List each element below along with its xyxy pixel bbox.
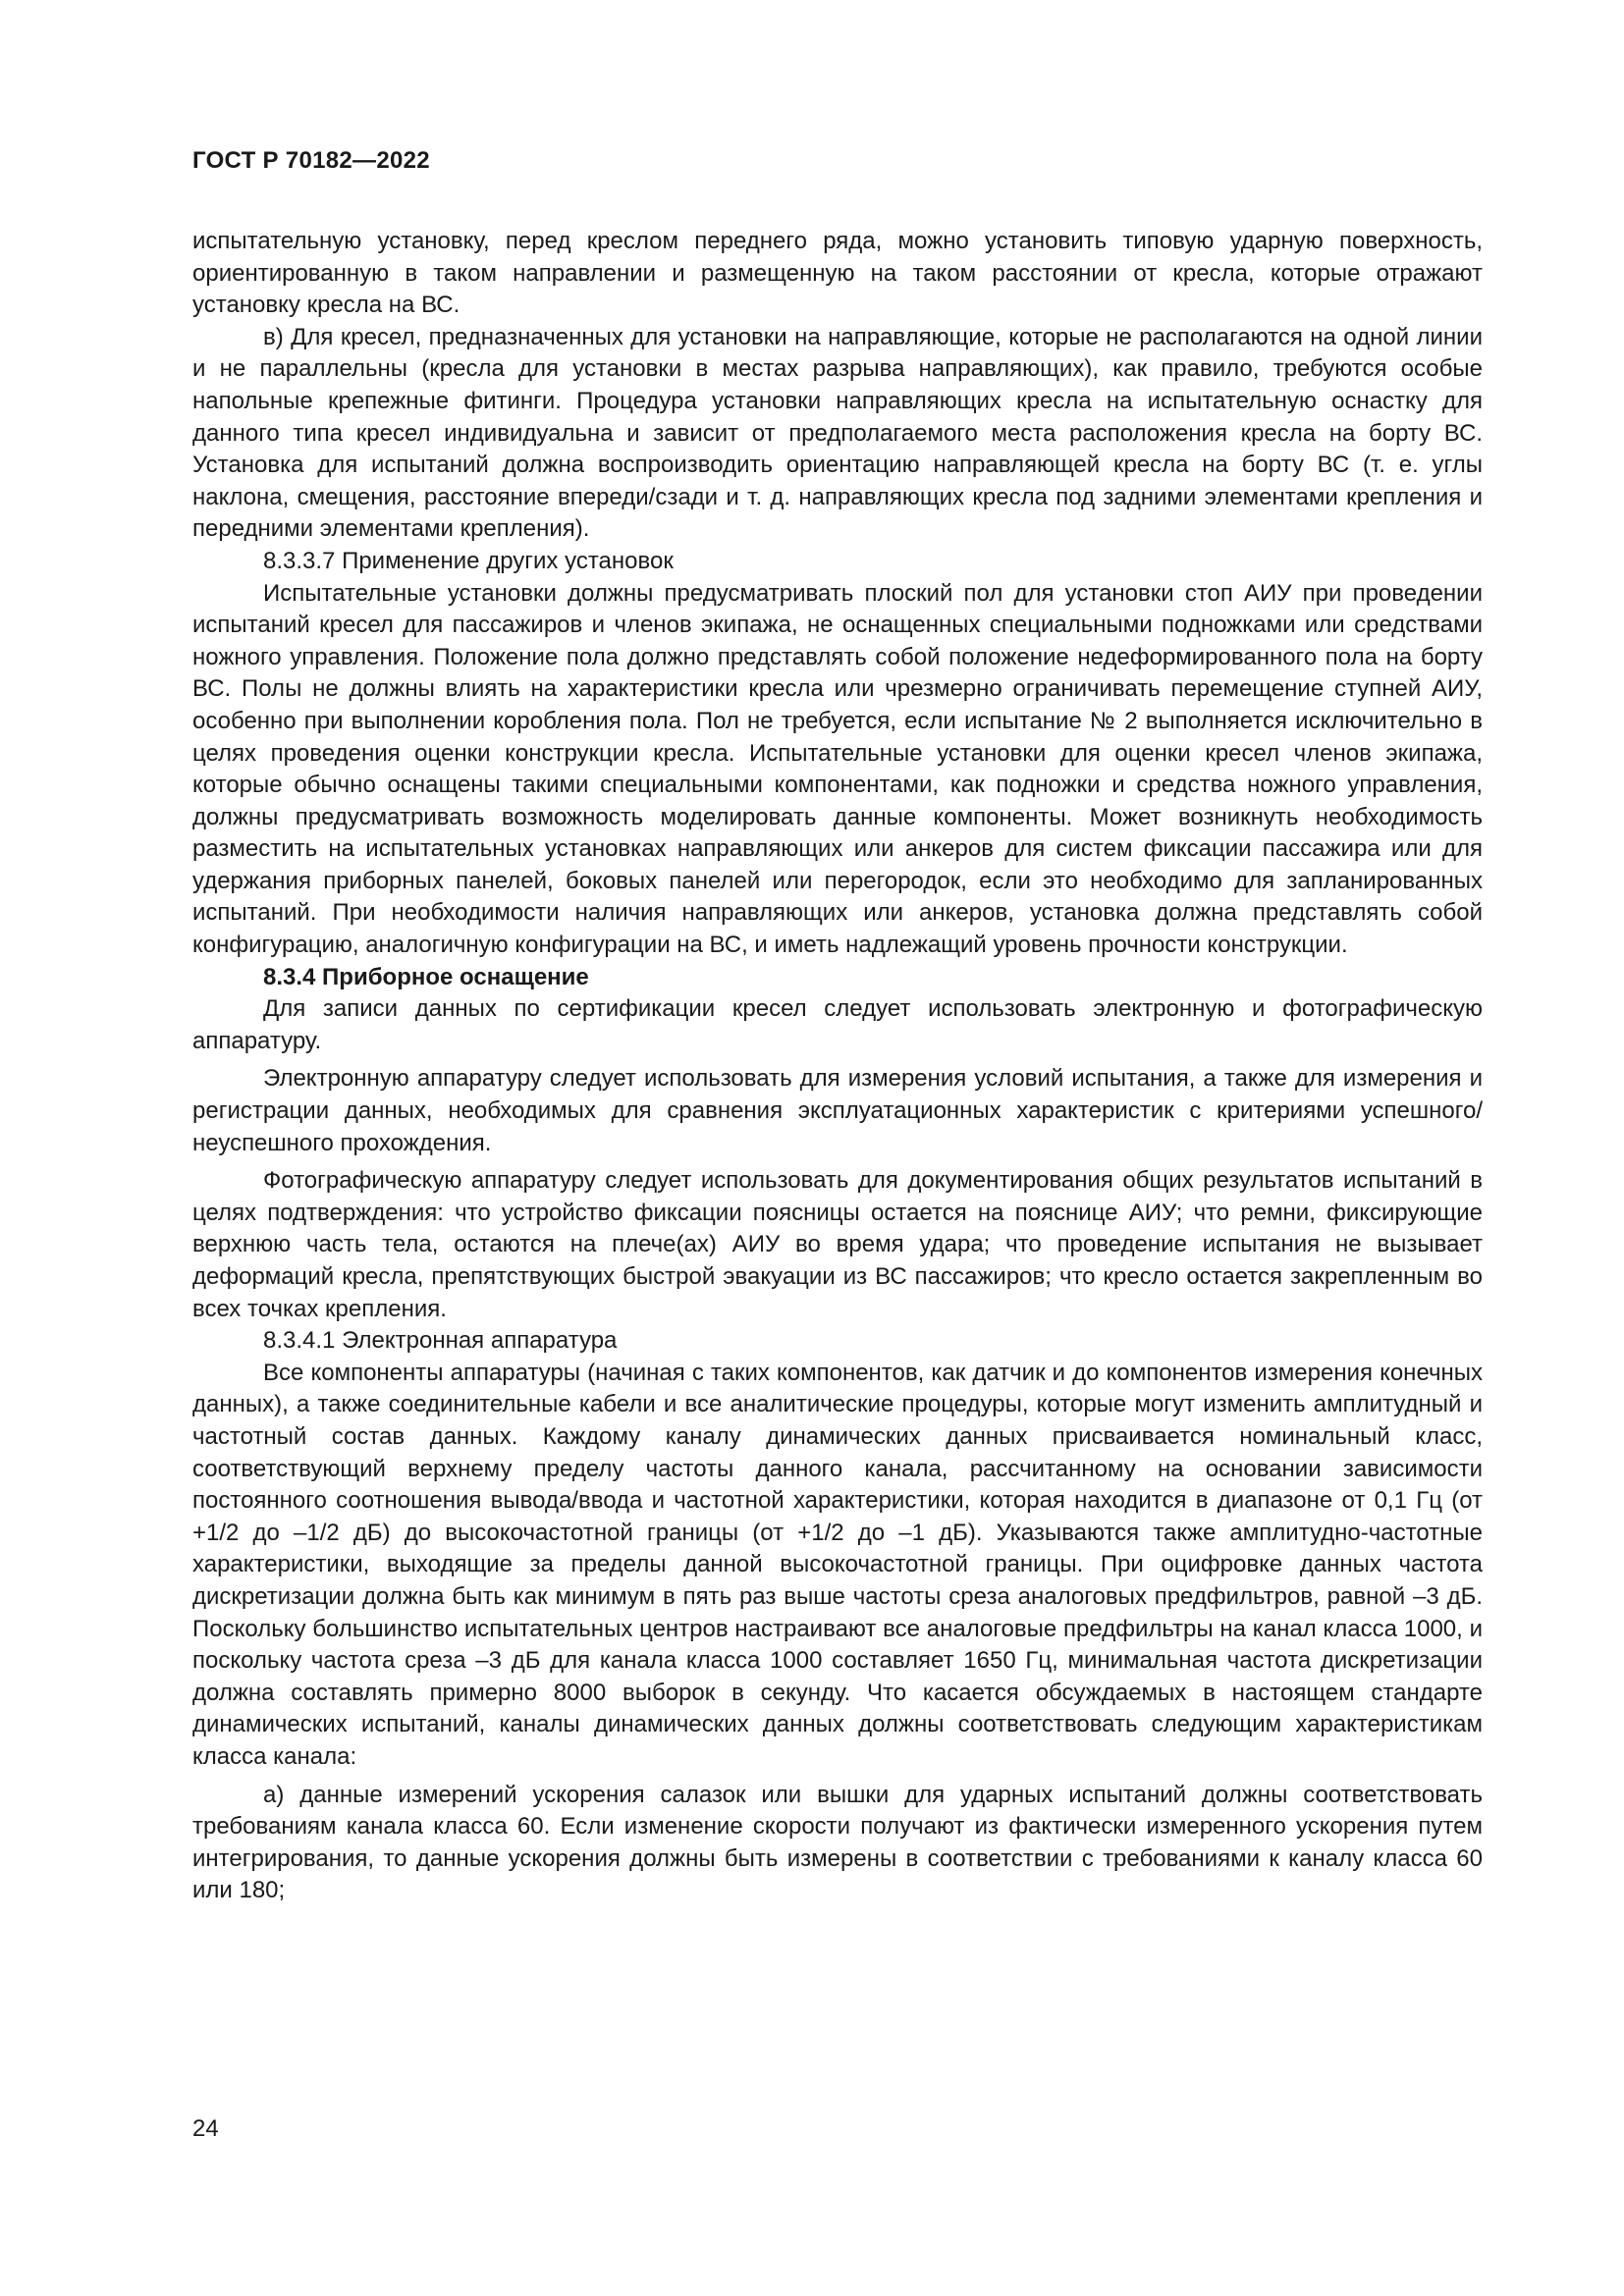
section-heading-8-3-3-7: 8.3.3.7 Применение других установок <box>263 547 674 574</box>
paragraph-electronic-usage: Электронную аппаратуру следует использовать для измерения условий испытания, а также для измерения и регистрации данных, необходимых для сравнения эксплуатационных характеристик с критериями успешного/неуспешного прохождения. <box>192 1065 1483 1156</box>
paragraph-equipment-intro: Для записи данных по сертификации кресел следует использовать электронную и фотографическую аппаратуру. <box>192 995 1483 1054</box>
page-number: 24 <box>192 2115 219 2142</box>
section-heading-8-3-4-1: 8.3.4.1 Электронная аппаратура <box>263 1327 618 1355</box>
section-heading-8-3-4: 8.3.4 Приборное оснащение <box>263 963 589 990</box>
paragraph-continuation: испытательную установку, перед креслом переднего ряда, можно установить типовую ударную поверхность, ориентированную в таком направлении и размещенную на таком расстоянии от кресла, которые отражают установку кресла на ВС. <box>192 228 1483 319</box>
paragraph-test-setups: Испытательные установки должны предусматривать плоский пол для установки стоп АИУ при проведении испытаний кресел для пассажиров и членов экипажа, не оснащенных специальными подножками или средствами ножного управления. Положение пола должно представлять собой положение недеформированного пола на борту ВС. Полы не должны влиять на характеристики кресла или чрезмерно ограничивать перемещение ступней АИУ, особенно при выполнении коробления пола. Пол не требуется, если испытание № 2 выполняется исключительно в целях проведения оценки конструкции кресла. Испытательные установки для оценки кресел членов экипажа, которые обычно оснащены такими специальными компонентами, как подножки и средства ножного управления, должны предусматривать возможность моделировать данные компоненты. Может возникнуть необходимость разместить на испытательных установках направляющих или анкеров для систем фиксации пассажира или для удержания приборных панелей, боковых панелей или перегородок, если это необходимо для запланированных испытаний. При необходимости наличия направляющих или анкеров, установка должна представлять собой конфигурацию, аналогичную конфигурации на ВС, и иметь надлежащий уровень прочности конструкции. <box>192 579 1483 959</box>
paragraph-item-a: а) данные измерений ускорения салазок или вышки для ударных испытаний должны соответствовать требованиям канала класса 60. Если изменение скорости получают из фактически измеренного ускорения путем интегрирования, то данные ускорения должны быть измерены в соответствии с требованиями к каналу класса 60 или 180; <box>192 1781 1483 1904</box>
standard-header: ГОСТ Р 70182—2022 <box>192 147 430 174</box>
paragraph-electronic-components: Все компоненты аппаратуры (начиная с таких компонентов, как датчик и до компонентов измерения конечных данных), а также соединительные кабели и все аналитические процедуры, которые могут изменить амплитудный и частотный состав данных. Каждому каналу динамических данных присваивается номинальный класс, соответствующий верхнему пределу частоты данного канала, рассчитанному на основании зависимости постоянного соотношения вывода/ввода и частотной характеристики, которая находится в диапазоне от 0,1 Гц (от +1/2 до –1/2 дБ) до высокочастотной границы (от +1/2 до –1 дБ). Указываются также амплитудно-частотные характеристики, выходящие за пределы данной высокочастотной границы. При оцифровке данных частота дискретизации должна быть как минимум в пять раз выше частоты среза аналоговых предфильтров, равной –3 дБ. Поскольку большинство испытательных центров настраивают все аналоговые предфильтры на канал класса 1000, и поскольку частота среза –3 дБ для канала класса 1000 составляет 1650 Гц, минимальная частота дискретизации должна составлять примерно 8000 выборок в секунду. Что касается обсуждаемых в настоящем стандарте динамических испытаний, каналы динамических данных должны соответствовать следующим характеристикам класса канала: <box>192 1359 1483 1770</box>
paragraph-item-v: в) Для кресел, предназначенных для установки на направляющие, которые не располагаются на одной линии и не параллельны (кресла для установки в местах разрыва направляющих), как правило, требуются особые напольные крепежные фитинги. Процедура установки направляющих кресла на испытательную оснастку для данного типа кресел индивидуальна и зависит от предполагаемого места расположения кресла на борту ВС. Установка для испытаний должна воспроизводить ориентацию направляющей кресла на борту ВС (т. е. углы наклона, смещения, расстояние впереди/сзади и т. д. направляющих кресла под задними элементами крепления и передними элементами крепления). <box>192 323 1483 543</box>
document-body <box>192 226 1483 1907</box>
paragraph-photographic-usage: Фотографическую аппаратуру следует использовать для документирования общих результатов испытаний в целях подтверждения: что устройство фиксации поясницы остается на пояснице АИУ; что ремни, фиксирующие верхнюю часть тела, остаются на плече(ах) АИУ во время удара; что проведение испытания не вызывает деформаций кресла, препятствующих быстрой эвакуации из ВС пассажиров; что кресло остается закрепленным во всех точках крепления. <box>192 1167 1483 1322</box>
